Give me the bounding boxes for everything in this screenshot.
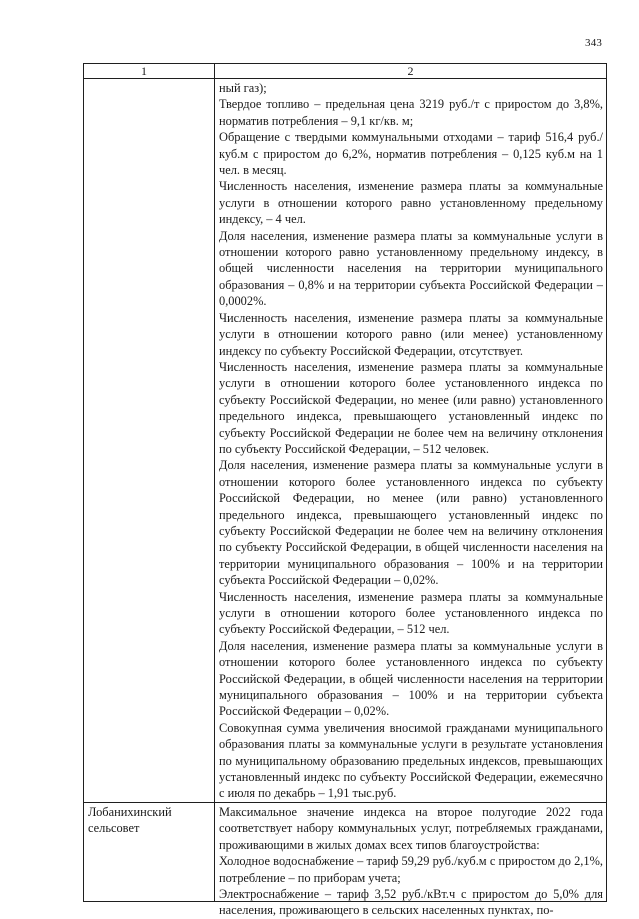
column-header-1: 1: [84, 64, 215, 79]
paragraph: Доля населения, изменение размера платы за коммунальные услуги в отношении которого равно установленному предельному индексу, в общей численности населения на территории муниципального образования – 0,8% и на территории субъекта Российской Федерации – 0,0002%.: [219, 228, 603, 309]
text-cell: [215, 802, 607, 918]
table-row: [84, 802, 607, 901]
paragraph: Доля населения, изменение размера платы за коммунальные услуги в отношении которого более установленного индекса по субъекту Российской Федерации, но менее (или равно) установленного предельного индекса, превышающего установленный индекс по субъекту Российской Федерации не более чем на величину отклонения по субъекту Российской Федерации, в общей численности населения на территории муниципального образования – 100% и на территории субъекта Российской Федерации – 0,02%.: [219, 458, 603, 588]
paragraph: Доля населения, изменение размера платы за коммунальные услуги в отношении которого более установленного индекса по субъекту Российской Федерации, в общей численности населения на территории муниципального образования – 100% и на территории субъекта Российской Федерации – 0,02%.: [219, 638, 603, 719]
paragraph: Электроснабжение – тариф 3,52 руб./кВт.ч с приростом до 5,0% для населения, проживающего в сельских населенных пунктах, по-: [219, 886, 603, 918]
paragraph: Твердое топливо – предельная цена 3219 руб./т с приростом до 3,8%, норматив потребления – 9,1 кг/кв. м;: [219, 97, 603, 128]
paragraph: Обращение с твердыми коммунальными отходами – тариф 516,4 руб./куб.м с приростом до 6,2%, норматив потребления – 0,125 куб.м на 1 чел. в месяц.: [219, 130, 603, 178]
paragraph: Численность населения, изменение размера платы за коммунальные услуги в отношении которого более установленного индекса по субъекту Российской Федерации, но менее (или равно) установленного предельного индекса, превышающего установленный индекс по субъекту Российской Федерации не более чем на величину отклонения по субъекту Российской Федерации, – 512 человек.: [219, 359, 603, 456]
column-header-2: 2: [215, 64, 607, 79]
paragraph: Максимальное значение индекса на второе полугодие 2022 года соответствует набору коммунальных услуг, потребляемых гражданами, проживающими в жилых домах всех типов благоустройства:: [219, 804, 603, 852]
region-cell: Лобанихинский сельсовет: [84, 802, 215, 901]
paragraph: Холодное водоснабжение – тариф 59,29 руб./куб.м с приростом до 2,1%, потребление – по приборам учета;: [219, 854, 603, 885]
paragraph: Численность населения, изменение размера платы за коммунальные услуги в отношении которого равно (или менее) установленному индексу по субъекту Российской Федерации, отсутствует.: [219, 310, 603, 358]
document-table: [83, 63, 607, 918]
table-header-row: [84, 64, 607, 79]
paragraph: Численность населения, изменение размера платы за коммунальные услуги в отношении которого более установленного индекса по субъекту Российской Федерации, – 512 чел.: [219, 589, 603, 637]
paragraph: Численность населения, изменение размера платы за коммунальные услуги в отношении которого равно установленному предельному индексу, – 4 чел.: [219, 179, 603, 227]
paragraph: Совокупная сумма увеличения вносимой гражданами муниципального образования платы за коммунальные услуги в результате установления по муниципальному образованию предельных индексов, превышающих установленный индекс по субъекту Российской Федерации, ежемесячно с июля по декабрь – 1,91 тыс.руб.: [219, 720, 603, 801]
page-number: 343: [585, 37, 603, 49]
region-cell: [84, 79, 215, 803]
paragraph: ный газ);: [219, 81, 267, 95]
table-row: [84, 79, 607, 803]
text-cell: [215, 79, 607, 803]
